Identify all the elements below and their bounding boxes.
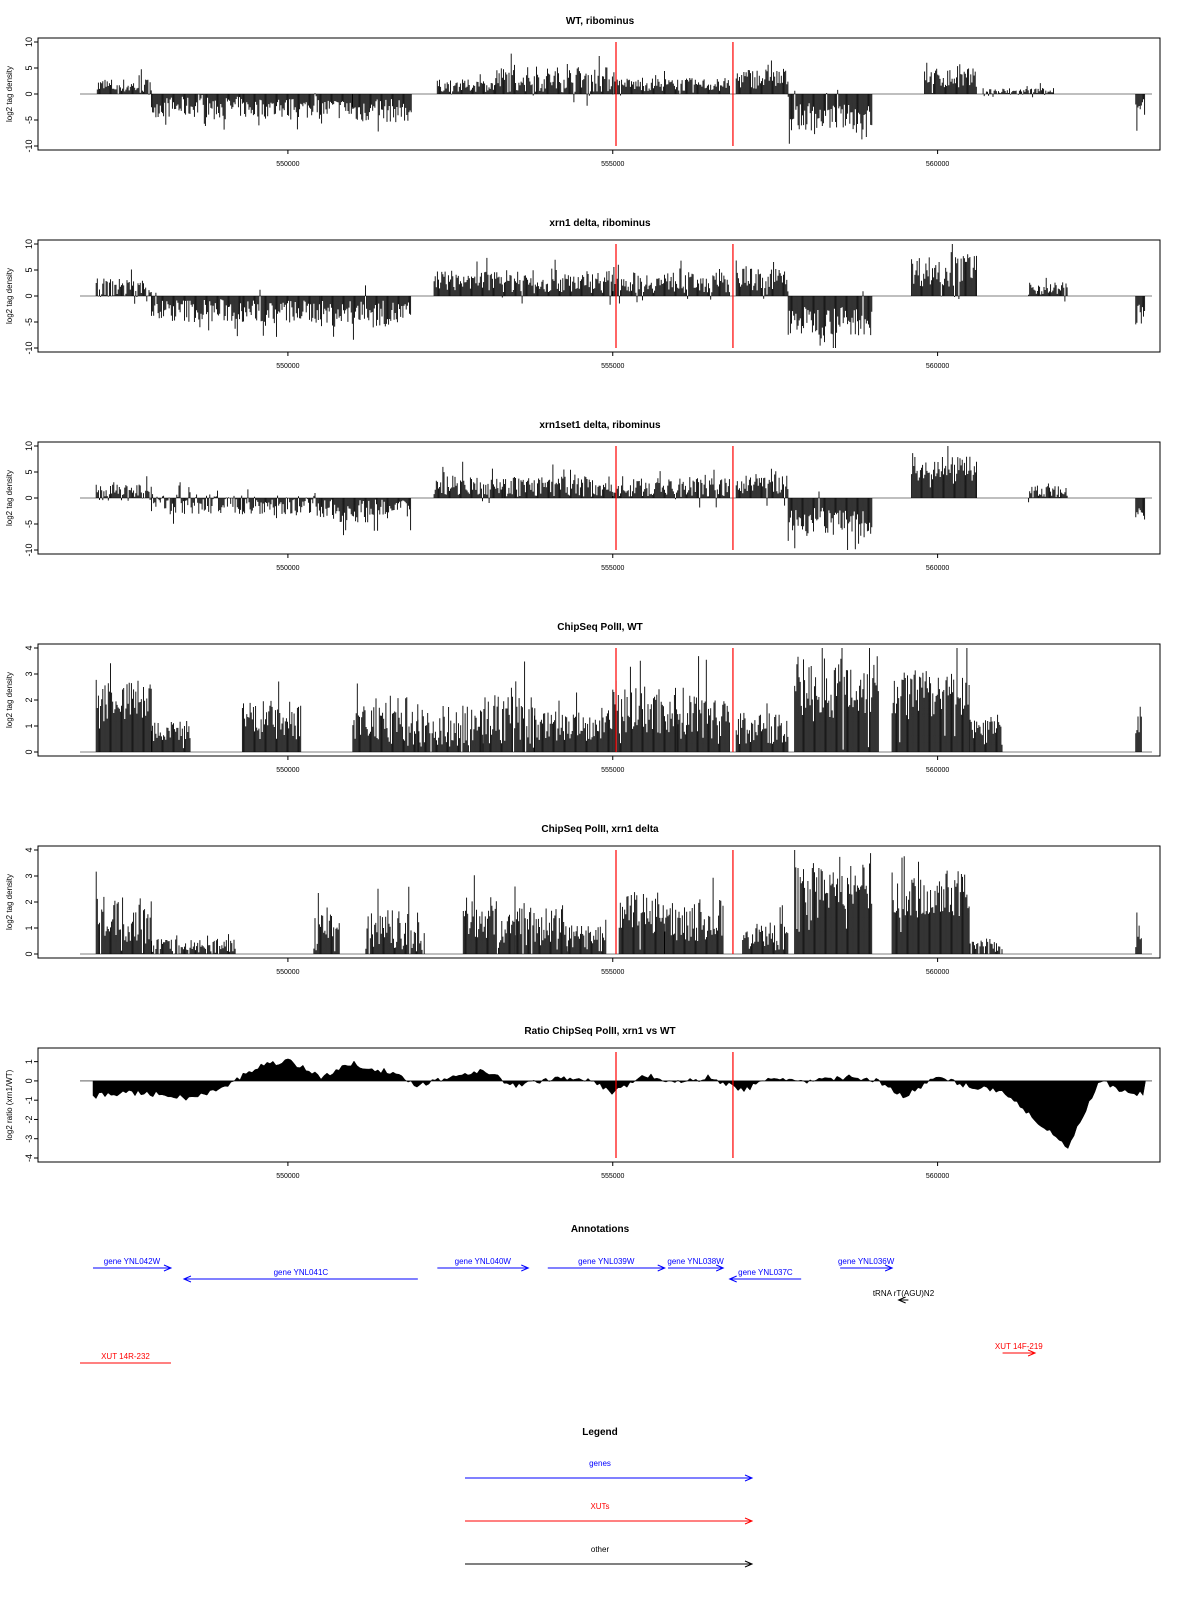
plot-frame bbox=[38, 1048, 1160, 1162]
x-tick-label: 560000 bbox=[925, 161, 950, 168]
signal-bar-group bbox=[242, 290, 319, 337]
signal-bar-group bbox=[320, 285, 410, 339]
feature-label: XUT 14F-219 bbox=[994, 1342, 1043, 1351]
signal-bar-group bbox=[496, 54, 613, 106]
annotation-feature bbox=[838, 1257, 895, 1271]
data-bars bbox=[96, 54, 1144, 144]
chart-panel bbox=[5, 1026, 1160, 1180]
signal-bar-group bbox=[1136, 498, 1145, 520]
signal-bar-group bbox=[613, 71, 730, 96]
signal-bar-group bbox=[613, 470, 730, 508]
signal-bar-group bbox=[925, 63, 977, 94]
annotation-feature bbox=[548, 1257, 665, 1271]
y-axis-label: log2 tag density bbox=[5, 65, 14, 123]
signal-bar-group bbox=[152, 293, 242, 336]
y-axis-label: log2 tag density bbox=[5, 671, 14, 729]
y-tick-label: 5 bbox=[24, 65, 34, 71]
legend-label: XUTs bbox=[590, 1502, 610, 1511]
y-tick-label: 1 bbox=[24, 1059, 34, 1065]
y-tick-label: 0 bbox=[24, 495, 34, 501]
signal-bar-group bbox=[983, 83, 1053, 97]
signal-bar-group bbox=[736, 703, 788, 752]
y-tick-label: 4 bbox=[24, 847, 34, 853]
y-tick-label: 0 bbox=[24, 293, 34, 299]
y-tick-label: 3 bbox=[24, 671, 34, 677]
signal-bar-group bbox=[320, 498, 410, 535]
feature-label: tRNA rT(AGU)N2 bbox=[872, 1289, 935, 1298]
y-tick-label: -3 bbox=[24, 1134, 34, 1143]
signal-bar-group bbox=[152, 721, 191, 752]
y-tick-label: -4 bbox=[24, 1153, 34, 1163]
y-tick-label: 2 bbox=[24, 899, 34, 905]
signal-bar-group bbox=[567, 920, 606, 954]
signal-bar-group bbox=[795, 648, 879, 752]
signal-bar-group bbox=[736, 261, 788, 299]
annotations-title: Annotations bbox=[570, 1224, 630, 1235]
ratio-area bbox=[93, 1059, 1146, 1149]
signal-bar-group bbox=[96, 663, 151, 752]
annotation-feature bbox=[184, 1268, 418, 1282]
signal-bar-group bbox=[152, 934, 236, 954]
feature-label: gene YNL042W bbox=[103, 1257, 161, 1266]
annotation-feature bbox=[995, 1342, 1043, 1356]
chart-panel bbox=[5, 420, 1160, 572]
signal-bar-group bbox=[619, 892, 664, 954]
signal-bar-group bbox=[96, 872, 151, 954]
y-tick-label: -5 bbox=[24, 519, 34, 529]
y-axis-label: log2 ratio (xrn1/WT) bbox=[5, 1069, 14, 1141]
signal-bar-group bbox=[970, 715, 1002, 752]
data-bars bbox=[96, 850, 1141, 954]
signal-bar-group bbox=[434, 258, 502, 296]
annotation-feature bbox=[873, 1289, 935, 1303]
annotation-feature bbox=[667, 1257, 724, 1271]
signal-bar-group bbox=[314, 893, 339, 954]
x-tick-label: 560000 bbox=[925, 565, 950, 572]
annotation-feature bbox=[437, 1257, 528, 1271]
signal-bar-group bbox=[96, 476, 151, 501]
y-tick-label: -5 bbox=[24, 115, 34, 125]
signal-bar-group bbox=[463, 875, 515, 954]
feature-label: gene YNL041C bbox=[273, 1268, 329, 1277]
annotation-feature bbox=[730, 1268, 801, 1282]
legend-item bbox=[465, 1545, 752, 1567]
x-tick-label: 560000 bbox=[925, 767, 950, 774]
signal-bar-group bbox=[788, 90, 872, 144]
chart-panel bbox=[5, 622, 1160, 774]
signal-bar-group bbox=[1136, 94, 1145, 131]
legend-label: other bbox=[590, 1545, 610, 1554]
y-tick-label: -10 bbox=[24, 341, 34, 355]
chart-title: ChipSeq PolII, WT bbox=[557, 622, 643, 633]
signal-bar-group bbox=[678, 656, 730, 752]
signal-bar-group bbox=[483, 662, 535, 753]
signal-bar-group bbox=[418, 706, 483, 752]
feature-label: gene YNL039W bbox=[578, 1257, 635, 1266]
signal-bar-group bbox=[788, 291, 872, 348]
chart-title: WT, ribominus bbox=[565, 16, 635, 27]
signal-bar-group bbox=[613, 661, 678, 752]
y-axis-label: log2 tag density bbox=[5, 469, 14, 527]
signal-bar-group bbox=[788, 492, 872, 551]
signal-bar-group bbox=[613, 261, 730, 304]
signal-bar-group bbox=[892, 856, 969, 954]
legend-item bbox=[465, 1502, 752, 1524]
signal-bar-group bbox=[152, 482, 242, 523]
signal-bar-group bbox=[96, 270, 151, 304]
y-tick-label: 0 bbox=[24, 1078, 34, 1084]
annotation-feature bbox=[93, 1257, 171, 1271]
chart-panel bbox=[5, 16, 1160, 168]
x-tick-label: 555000 bbox=[601, 565, 625, 572]
y-tick-label: 1 bbox=[24, 723, 34, 729]
y-tick-label: 10 bbox=[24, 440, 34, 452]
x-tick-label: 555000 bbox=[601, 161, 625, 168]
feature-label: gene YNL040W bbox=[454, 1257, 511, 1266]
x-tick-label: 550000 bbox=[276, 1173, 300, 1180]
y-tick-label: 10 bbox=[24, 238, 34, 250]
chart-title: xrn1 delta, ribominus bbox=[549, 218, 651, 229]
y-tick-label: -5 bbox=[24, 317, 34, 327]
signal-bar-group bbox=[242, 489, 319, 518]
signal-bar-group bbox=[736, 469, 788, 506]
signal-bar-group bbox=[502, 465, 612, 499]
legend-item bbox=[465, 1459, 752, 1481]
legend-label: genes bbox=[589, 1459, 611, 1468]
signal-bar-group bbox=[152, 94, 242, 130]
chart-panel bbox=[5, 824, 1160, 976]
x-tick-label: 555000 bbox=[601, 969, 625, 976]
x-tick-label: 560000 bbox=[925, 363, 950, 370]
x-tick-label: 555000 bbox=[601, 363, 625, 370]
signal-bar-group bbox=[515, 903, 567, 954]
x-tick-label: 550000 bbox=[276, 565, 300, 572]
y-axis-label: log2 tag density bbox=[5, 267, 14, 325]
y-tick-label: 1 bbox=[24, 925, 34, 931]
chart-title: Ratio ChipSeq PolII, xrn1 vs WT bbox=[524, 1026, 676, 1037]
signal-bar-group bbox=[743, 905, 788, 954]
signal-bar-group bbox=[912, 446, 977, 498]
feature-label: XUT 14R-232 bbox=[101, 1352, 150, 1361]
signal-bar-group bbox=[366, 887, 424, 954]
signal-bar-group bbox=[892, 648, 969, 752]
data-bars bbox=[96, 648, 1141, 752]
signal-bar-group bbox=[242, 682, 300, 753]
signal-bar-group bbox=[1029, 278, 1068, 302]
x-tick-label: 550000 bbox=[276, 969, 300, 976]
x-tick-label: 555000 bbox=[601, 1173, 625, 1180]
y-tick-label: -10 bbox=[24, 543, 34, 557]
signal-bar-group bbox=[1136, 707, 1142, 752]
signal-bar-group bbox=[437, 74, 495, 94]
signal-bar-group bbox=[665, 878, 723, 954]
y-tick-label: -10 bbox=[24, 139, 34, 153]
signal-bar-group bbox=[434, 462, 502, 503]
y-tick-label: 0 bbox=[24, 951, 34, 957]
y-tick-label: -1 bbox=[24, 1096, 34, 1105]
signal-bar-group bbox=[353, 684, 418, 753]
chart-title: xrn1set1 delta, ribominus bbox=[539, 420, 661, 431]
y-tick-label: -2 bbox=[24, 1115, 34, 1124]
y-axis-label: log2 tag density bbox=[5, 873, 14, 931]
plot-frame bbox=[38, 846, 1160, 958]
y-tick-label: 3 bbox=[24, 873, 34, 879]
y-tick-label: 5 bbox=[24, 267, 34, 273]
signal-bar-group bbox=[795, 850, 872, 954]
chart-title: ChipSeq PolII, xrn1 delta bbox=[541, 824, 659, 835]
signal-bar-group bbox=[502, 260, 612, 305]
x-tick-label: 555000 bbox=[601, 767, 625, 774]
y-tick-label: 0 bbox=[24, 749, 34, 755]
y-tick-label: 2 bbox=[24, 697, 34, 703]
signal-bar-group bbox=[242, 93, 352, 129]
signal-bar-group bbox=[970, 939, 1002, 954]
x-tick-label: 550000 bbox=[276, 161, 300, 168]
signal-bar-group bbox=[736, 61, 788, 95]
x-tick-label: 550000 bbox=[276, 767, 300, 774]
feature-label: gene YNL038W bbox=[667, 1257, 724, 1266]
x-tick-label: 550000 bbox=[276, 363, 300, 370]
y-tick-label: 0 bbox=[24, 91, 34, 97]
y-tick-label: 4 bbox=[24, 645, 34, 651]
annotation-feature bbox=[80, 1352, 171, 1363]
signal-bar-group bbox=[1136, 296, 1145, 324]
y-tick-label: 10 bbox=[24, 36, 34, 48]
x-tick-label: 560000 bbox=[925, 969, 950, 976]
signal-bar-group bbox=[96, 69, 151, 95]
signal-bar-group bbox=[1136, 913, 1142, 955]
signal-bar-group bbox=[1029, 484, 1068, 503]
signal-bar-group bbox=[912, 244, 977, 299]
signal-bar-group bbox=[353, 94, 411, 132]
chart-panel bbox=[5, 218, 1160, 370]
feature-label: gene YNL036W bbox=[837, 1257, 895, 1266]
y-tick-label: 5 bbox=[24, 469, 34, 475]
legend-title: Legend bbox=[582, 1427, 618, 1438]
x-tick-label: 560000 bbox=[925, 1173, 950, 1180]
signal-bar-group bbox=[535, 693, 612, 753]
feature-label: gene YNL037C bbox=[738, 1268, 793, 1277]
